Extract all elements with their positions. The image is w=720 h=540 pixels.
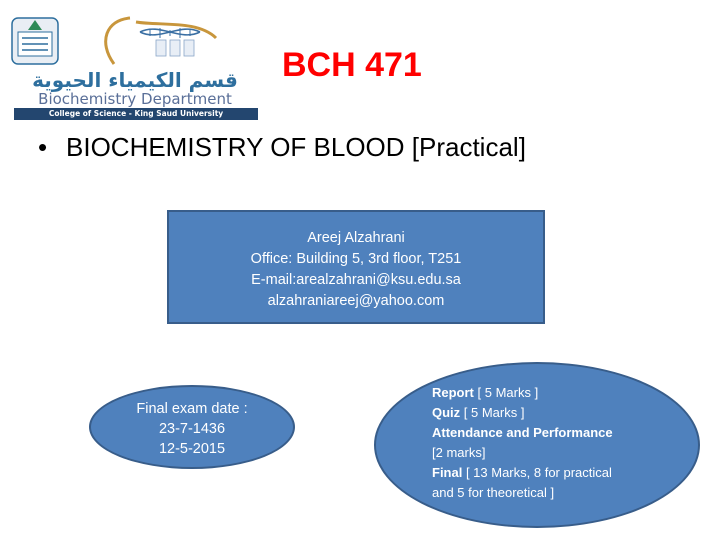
marks-final-label: Final	[432, 465, 463, 480]
logo-english-text: Biochemistry Department	[38, 90, 232, 108]
marks-ellipse	[374, 362, 700, 528]
exam-date-ellipse	[89, 385, 295, 469]
bullet-icon: •	[38, 132, 48, 162]
bullet-text: BIOCHEMISTRY OF BLOOD [Practical]	[66, 132, 526, 162]
exam-date-gregorian: 12-5-2015	[158, 441, 226, 457]
contact-email-primary: E-mail:arealzahrani@ksu.edu.sa	[251, 272, 461, 288]
marks-report-value: [ 5 Marks ]	[473, 385, 539, 400]
marks-final-value: [ 13 Marks, 8 for practical	[462, 465, 612, 480]
marks-report-label: Report	[432, 385, 474, 400]
marks-attendance-label: Attendance and Performance	[432, 425, 613, 440]
contact-email-secondary: alzahraniareej@yahoo.com	[267, 293, 445, 309]
department-logo	[10, 12, 260, 118]
marks-final-value-2: and 5 for theoretical ]	[432, 485, 555, 500]
logo-college-strip: College of Science - King Saud University	[14, 108, 258, 120]
marks-quiz-value: [ 5 Marks ]	[460, 405, 525, 420]
marks-breakdown	[432, 383, 613, 503]
logo-graphics	[10, 12, 260, 72]
university-seal-icon	[12, 18, 58, 64]
marks-quiz	[432, 403, 613, 423]
exam-date-label: Final exam date :	[136, 401, 248, 417]
contact-name: Areej Alzahrani	[307, 230, 405, 246]
marks-quiz-label: Quiz	[432, 405, 461, 420]
marks-report	[432, 383, 613, 403]
dna-molecule-icon	[106, 18, 216, 64]
marks-attendance	[432, 423, 613, 443]
marks-attendance-value: [2 marks]	[432, 445, 486, 460]
logo-arabic-text: قسم الكيمياء الحيوية	[32, 68, 238, 92]
slide-title: BCH 471	[282, 46, 422, 84]
exam-date-hijri: 23-7-1436	[158, 421, 226, 437]
contact-office: Office: Building 5, 3rd floor, T251	[250, 251, 462, 267]
bullet-item	[38, 132, 526, 163]
contact-box	[167, 210, 545, 324]
marks-final	[432, 463, 613, 483]
